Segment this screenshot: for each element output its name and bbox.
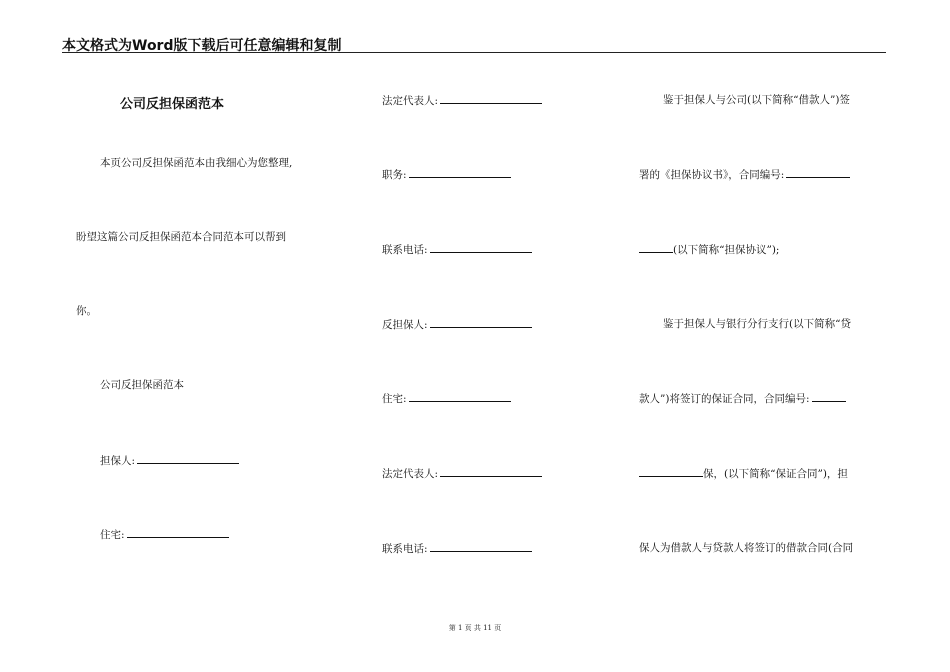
contract-number-blank <box>786 167 850 178</box>
header-title: 本文格式为Word版下载后可任意编辑和复制 <box>62 38 342 54</box>
document-title: 公司反担保函范本 <box>119 97 224 112</box>
legal-rep2-field <box>382 466 542 481</box>
body-line-5 <box>639 391 846 406</box>
phone-blank <box>430 242 532 253</box>
body-line-1: 鉴于担保人与公司(以下简称“借款人”)签 <box>663 94 850 106</box>
guarantor-field <box>100 453 239 468</box>
legal-rep-blank <box>440 93 542 104</box>
body-line-7: 保人为借款人与贷款人将签订的借款合同(合同 <box>639 542 854 554</box>
position-field <box>382 167 511 182</box>
body-line-3-text: (以下简称“担保协议”); <box>673 244 780 256</box>
intro-line-1: 本页公司反担保函范本由我细心为您整理, <box>100 157 293 169</box>
legal-rep2-blank <box>440 466 542 477</box>
position-blank <box>409 167 511 178</box>
guarantee-blank <box>639 466 703 477</box>
phone-field <box>382 242 532 257</box>
position-label: 职务: <box>382 169 407 181</box>
body-line-2 <box>639 167 850 182</box>
body-line-6 <box>639 466 848 481</box>
phone2-field <box>382 541 532 556</box>
counter-guarantor-blank <box>430 317 532 328</box>
body-line-2-text: 署的《担保协议书》，合同编号: <box>639 169 785 181</box>
legal-rep-label: 法定代表人: <box>382 95 439 107</box>
page-footer: 第 1 页 共 11 页 <box>448 624 502 632</box>
residence-field <box>100 527 229 542</box>
guarantor-blank <box>137 453 239 464</box>
residence-blank <box>127 527 229 538</box>
residence2-blank <box>409 391 511 402</box>
body-line-4: 鉴于担保人与银行分行支行(以下简称“贷 <box>663 318 851 330</box>
phone2-blank <box>430 541 532 552</box>
section-subtitle: 公司反担保函范本 <box>100 379 184 391</box>
phone2-label: 联系电话: <box>382 543 428 555</box>
guarantee-number-blank <box>812 391 846 402</box>
body-line-5-text: 款人”)将签订的保证合同，合同编号: <box>639 393 810 405</box>
header-divider <box>62 52 886 53</box>
intro-line-3: 你。 <box>76 305 97 317</box>
intro-line-2: 盼望这篇公司反担保函范本合同范本可以帮到 <box>76 231 286 243</box>
legal-rep-field <box>382 93 542 108</box>
guarantor-label: 担保人: <box>100 455 136 467</box>
residence2-field <box>382 391 511 406</box>
phone-label: 联系电话: <box>382 244 428 256</box>
residence2-label: 住宅: <box>382 393 407 405</box>
legal-rep2-label: 法定代表人: <box>382 468 439 480</box>
counter-guarantor-field <box>382 317 532 332</box>
counter-guarantor-label: 反担保人: <box>382 319 428 331</box>
residence-label: 住宅: <box>100 529 125 541</box>
body-line-3 <box>639 242 779 257</box>
agreement-blank <box>639 242 673 253</box>
body-line-6-text: 保，(以下简称“保证合同”)，担 <box>703 468 848 480</box>
